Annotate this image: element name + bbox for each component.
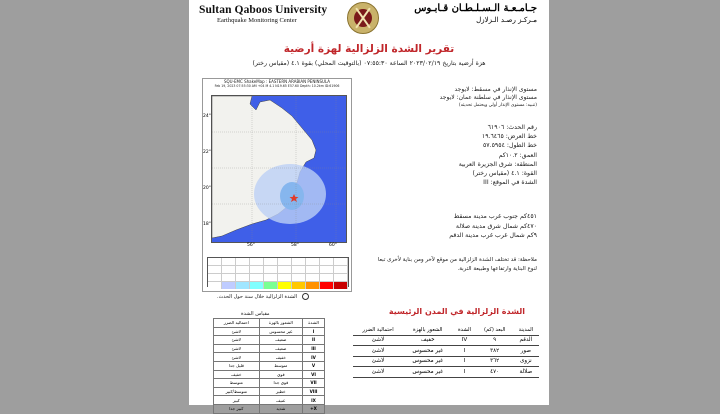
alert-note: (تنبيه: مستوى الإنذار أولي ويحتمل تحديثه) (458, 103, 537, 108)
col-felt: الشعور بالهزة (403, 325, 452, 335)
distance-cell: ٣٨٢ (477, 346, 513, 357)
scale-damage-cell: لاشئ (214, 353, 260, 362)
lat-label: 22° (203, 150, 211, 155)
lat-label: 20° (203, 186, 211, 191)
scale-damage-cell: متوسط/كبير (214, 387, 260, 396)
scale-intensity-cell: I (303, 327, 325, 336)
intensity-cell: IV (452, 335, 476, 346)
shakemap-event-line: Feb 19, 2023 07:55:30 AM +04 M 4.1 N19.65 E57.60 Depth: 10.2km ID:61906 (214, 84, 340, 88)
fact-region: المنطقة: شرق الجزيرة العربية (458, 160, 537, 168)
fact-longitude: خط الطول: ٥٧.٥٩٥٤ (482, 142, 537, 150)
scale-felt-cell: ضعيف (259, 336, 302, 345)
col-scale-intensity: الشدة (303, 319, 325, 328)
table-row (353, 367, 539, 378)
alert-levels (440, 86, 537, 110)
scale-felt-cell: عنيف (259, 396, 302, 405)
shakemap-figure (202, 78, 352, 292)
circle-marker-icon (302, 293, 309, 300)
scale-intensity-cell: IV (303, 353, 325, 362)
report-subtitle: هزة أرضية بتاريخ ٢٠٢٣/٠٢/١٩ الساعة ٠٧:٥٥:٣٠ (بالتوقيت المحلي) بقوة ٤.١ (مقياس رختر) (252, 60, 486, 67)
scale-damage-cell: كبير (214, 396, 260, 405)
fact-magnitude: القوة: ٤.١ (مقياس رختر) (472, 170, 537, 178)
table-row (214, 387, 325, 396)
fact-event-id: رقم الحدث: ٦١٩٠٦ (487, 124, 537, 131)
header-arabic (414, 3, 537, 24)
col-city: المدينة (513, 325, 539, 335)
scale-felt-cell: متوسط (259, 361, 302, 370)
intensity-cell: I (452, 346, 476, 357)
shakemap-svg (212, 96, 346, 242)
cities-section-title: الشدة الزلزالية في المدن الرئيسية (388, 307, 525, 316)
intensity-scale-table (213, 318, 325, 414)
center-name-en: Earthquake Monitoring Center (217, 17, 297, 24)
table-row (214, 336, 325, 345)
felt-cell: غير محسوس (403, 367, 452, 378)
scale-section-title: مقياس الشدة (241, 311, 270, 317)
shakemap-intensity-legend (207, 257, 349, 287)
scale-felt-cell: قوي جدا (259, 379, 302, 388)
table-row (214, 353, 325, 362)
table-row (353, 335, 539, 346)
remark-note: ملاحظة: قد تختلف الشدة الزلزالية من موقع لآخر ومن بناية لأخرى تبعا لنوع البناية وارتفاعها وطبيعة التربة. (377, 257, 537, 272)
scale-felt-cell: قوي (259, 370, 302, 379)
scale-felt-cell: ضعيف (259, 344, 302, 353)
felt-cell: غير محسوس (403, 346, 452, 357)
shakemap-map (211, 95, 347, 243)
table-row (214, 404, 325, 413)
fact-intensity: الشدة في الموقع: III (483, 179, 537, 187)
shakemap-title: SQU-EMC ShakeMap : EASTERN ARABIAN PENINSULA (223, 79, 331, 84)
event-facts (459, 123, 537, 187)
distance-salalah: ٤٧٠كم شمال شرق مدينة صلالة (455, 222, 537, 230)
city-cell: صور (513, 346, 539, 357)
intensity-cell: I (452, 356, 476, 367)
lat-label: 24° (203, 114, 211, 119)
map-shaking-mid (280, 182, 304, 210)
col-damage: احتمالية الضرر (353, 325, 403, 335)
legend-note-text: الشدة الزلزالية خلال سنة حول الحدث. (217, 294, 298, 300)
col-scale-felt: الشعور بالهزة (259, 319, 302, 328)
city-cell: صلالة (513, 367, 539, 378)
center-name-ar: مـركـز رصـد الـزلازل (476, 16, 537, 24)
col-intensity: الشدة (452, 325, 476, 335)
felt-cell: غير محسوس (403, 356, 452, 367)
distance-cell: ٩ (477, 335, 513, 346)
alert-oman: مستوى الإنذار في سلطنة عمان: لايوجد (439, 94, 537, 101)
city-cell: الدقم (513, 335, 539, 346)
scale-intensity-cell: II (303, 336, 325, 345)
fact-depth: العمق: ١٠.٢كم (498, 151, 537, 159)
report-page (189, 0, 549, 412)
table-row (353, 346, 539, 357)
scale-damage-cell: لاشئ (214, 327, 260, 336)
lon-label: 60° (329, 243, 337, 248)
damage-cell: لاشئ (353, 356, 403, 367)
lon-label: 58° (291, 243, 299, 248)
distance-muscat: ٤٥١كم جنوب غرب مدينة مسقط (453, 213, 537, 220)
damage-cell: لاشئ (353, 346, 403, 357)
scale-intensity-cell: VIII (303, 387, 325, 396)
scale-header-row (214, 319, 325, 328)
distance-cell: ٤٧٠ (477, 367, 513, 378)
distance-cell: ٣٦٢ (477, 356, 513, 367)
distances (449, 212, 537, 241)
scale-damage-cell: كبير جدا (214, 404, 260, 413)
damage-cell: لاشئ (353, 335, 403, 346)
table-row (214, 379, 325, 388)
scale-body (214, 327, 325, 413)
table-row (214, 327, 325, 336)
felt-cell: خفيف (403, 335, 452, 346)
legend-note (217, 293, 309, 300)
damage-cell: لاشئ (353, 367, 403, 378)
table-row (353, 356, 539, 367)
scale-intensity-cell: VII (303, 379, 325, 388)
scale-damage-cell: خفيف (214, 370, 260, 379)
table-row (214, 370, 325, 379)
fact-latitude: خط العرض: ١٩.٦٤٦٥ (481, 133, 537, 141)
scale-intensity-cell: V (303, 361, 325, 370)
col-distance: البعد (كم) (477, 325, 513, 335)
report-header (189, 0, 549, 34)
alert-muscat: مستوى الإنذار في مسقط: لايوجد (454, 86, 537, 93)
scale-felt-cell: خطير (259, 387, 302, 396)
city-cell: نزوى (513, 356, 539, 367)
map-lat-labels (203, 99, 211, 243)
scale-intensity-cell: III (303, 344, 325, 353)
university-emblem-icon (347, 2, 379, 34)
scale-intensity-cell: IX (303, 396, 325, 405)
cities-table (353, 325, 539, 378)
report-title: تقرير الشدة الزلزالية لهزة أرضية (283, 43, 455, 55)
university-name-ar: جـامـعـة الـسـلـطـان قـابـوس (414, 3, 537, 14)
scale-damage-cell: لاشئ (214, 344, 260, 353)
scale-felt-cell: غير محسوس (259, 327, 302, 336)
scale-felt-cell: خفيف (259, 353, 302, 362)
scale-intensity-cell: VI (303, 370, 325, 379)
header-english (199, 4, 327, 24)
scale-damage-cell: لاشئ (214, 336, 260, 345)
distance-duqm: ٩كم شمال غرب غرب مدينة الدقم (449, 232, 537, 239)
scale-damage-cell: قليل جدا (214, 361, 260, 370)
map-lon-labels (203, 243, 351, 249)
table-row (214, 344, 325, 353)
scale-damage-cell: متوسط (214, 379, 260, 388)
col-scale-damage: احتمالية الضرر (214, 319, 260, 328)
lat-label: 18° (203, 222, 211, 227)
intensity-cell: I (452, 367, 476, 378)
university-name-en: Sultan Qaboos University (199, 4, 328, 16)
table-row (214, 361, 325, 370)
scale-intensity-cell: X+ (303, 404, 325, 413)
scale-felt-cell: شديد (259, 404, 302, 413)
table-row (214, 396, 325, 405)
lon-label: 56° (247, 243, 255, 248)
cities-header-row (353, 325, 539, 335)
